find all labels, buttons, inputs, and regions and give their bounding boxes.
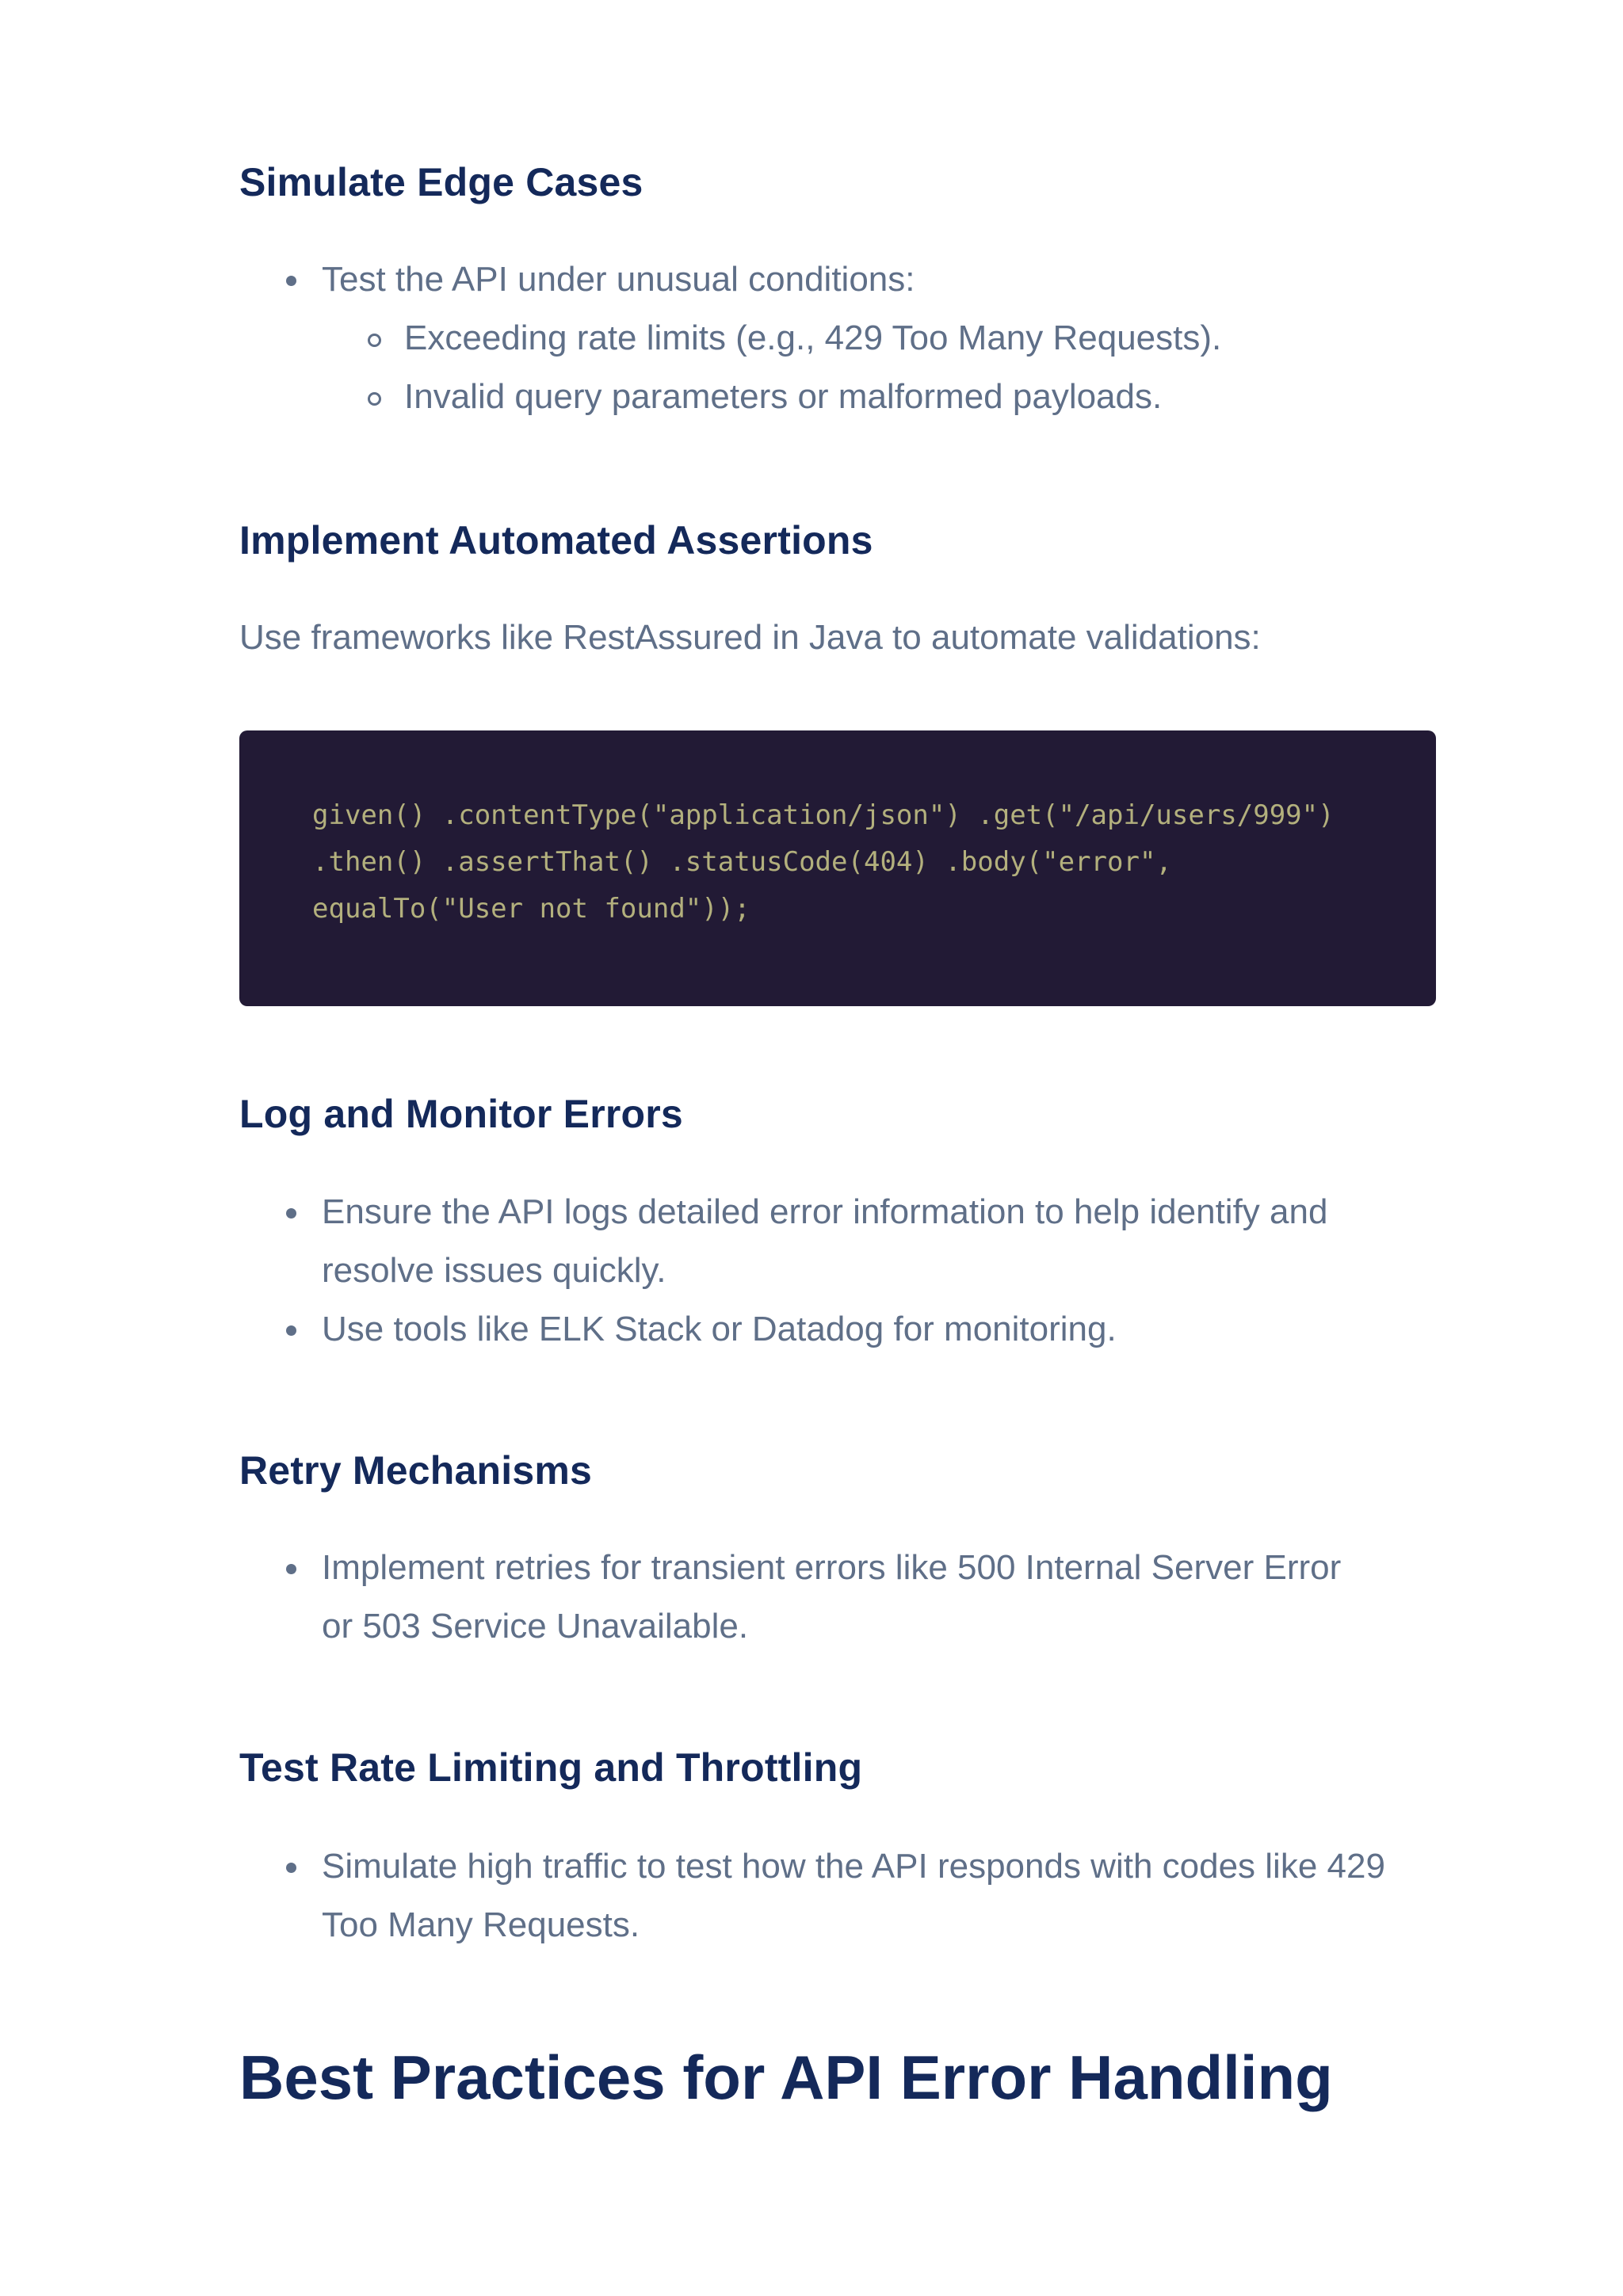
section-heading-edge-cases: Simulate Edge Cases <box>239 160 643 204</box>
list-item-text: Test the API under unusual conditions: <box>322 260 915 299</box>
section-heading-automated-assertions: Implement Automated Assertions <box>239 518 873 563</box>
rate-limiting-list-wrapper <box>239 1837 1436 1955</box>
sublist-item: Invalid query parameters or malformed payloads. <box>322 368 1436 426</box>
assertions-paragraph: Use frameworks like RestAssured in Java to automate validations: <box>239 618 1261 657</box>
log-monitor-list-wrapper <box>239 1183 1436 1359</box>
list-item: Implement retries for transient errors like 500 Internal Server Error or 503 Service Unavailable. <box>239 1539 1436 1656</box>
main-heading: Best Practices for API Error Handling <box>239 2042 1333 2112</box>
retry-list <box>239 1539 1436 1656</box>
list-item <box>239 250 1436 426</box>
code-snippet: given() .contentType("application/json") .get("/api/users/999") .then() .assertThat() .statusCode(404) .body("error", equalTo("User not found")); <box>312 799 1335 925</box>
list-item: Use tools like ELK Stack or Datadog for monitoring. <box>239 1300 1436 1359</box>
rate-limiting-list <box>239 1837 1436 1955</box>
section-heading-rate-limiting: Test Rate Limiting and Throttling <box>239 1745 863 1790</box>
log-monitor-list <box>239 1183 1436 1359</box>
sublist-item: Exceeding rate limits (e.g., 429 Too Many Requests). <box>322 309 1436 368</box>
section-heading-log-monitor: Log and Monitor Errors <box>239 1092 683 1136</box>
code-block <box>239 730 1436 1006</box>
list-item: Ensure the API logs detailed error information to help identify and resolve issues quickly. <box>239 1183 1436 1300</box>
edge-cases-list <box>239 250 1436 426</box>
retry-list-wrapper <box>239 1539 1436 1656</box>
section-heading-retry: Retry Mechanisms <box>239 1448 593 1493</box>
edge-cases-sublist <box>322 309 1436 426</box>
edge-cases-list-wrapper <box>239 250 1436 426</box>
list-item: Simulate high traffic to test how the API responds with codes like 429 Too Many Requests. <box>239 1837 1436 1955</box>
